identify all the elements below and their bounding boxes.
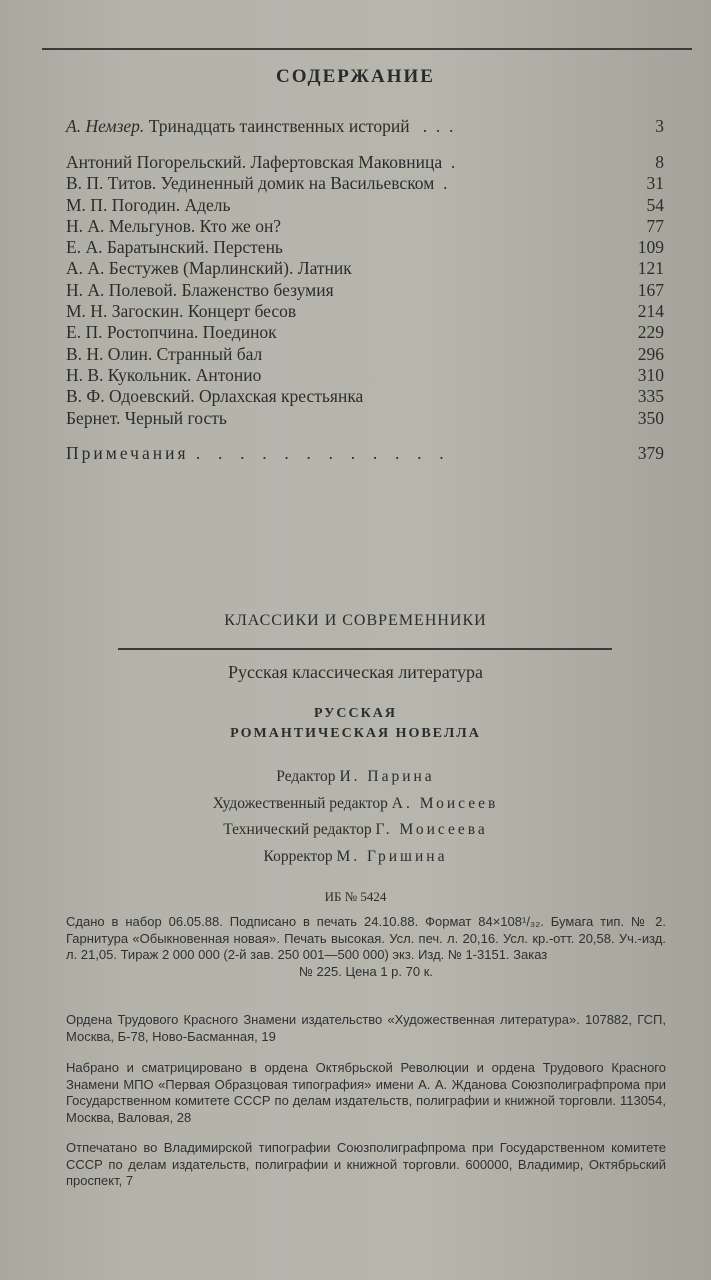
subseries-title: Русская классическая литература: [228, 662, 483, 682]
toc-entry: [66, 322, 666, 343]
toc-entry-page: 77: [646, 215, 664, 236]
toc-intro-author: А. Немзер.: [66, 116, 145, 136]
toc-entry-page: 214: [637, 301, 664, 322]
toc-entry: [66, 408, 666, 429]
toc-entry: [66, 195, 666, 216]
toc-entry-text: Антоний Погорельский. Лафертовская Маковница: [66, 152, 443, 172]
toc-entry: В. П. Титов. Уединенный домик на Васильевском . 31: [66, 173, 664, 194]
toc-entry-text: В. Н. Олин. Странный бал: [66, 343, 263, 364]
imprint-publisher-text: Ордена Трудового Красного Знамени издательство «Художественная литература». 107882, ГСП, Москва, Б-78, Ново-Басманная, 19: [66, 1012, 666, 1044]
toc-entry-text: Е. П. Ростопчина. Поединок: [66, 322, 277, 343]
book-title-line2: РОМАНТИЧЕСКАЯ НОВЕЛЛА: [230, 726, 481, 741]
toc-entry-page: 350: [637, 407, 664, 428]
toc-entry: [66, 344, 666, 365]
imprint-publisher: [66, 1012, 666, 1045]
toc-entry-text: Н. А. Мельгунов. Кто же он?: [66, 215, 282, 236]
credit-role: Художественный редактор: [212, 794, 388, 812]
book-title-line1: РУССКАЯ: [313, 706, 398, 721]
series-rule: [118, 648, 612, 650]
credit-name: А. Моисеев: [391, 794, 499, 812]
toc-entry-page: 8: [655, 152, 664, 172]
toc-entry: [66, 237, 666, 258]
credit-role: Технический редактор: [223, 821, 372, 838]
imprint-print-data: [66, 914, 666, 980]
imprint-typesetting-text: Набрано и сматрицировано в ордена Октябрьской Революции и ордена Трудового Красного Знамени МПО «Первая Образцовая типография» имени А. А. Жданова Союзполиграфпрома при Государственном комитете СССР по делам издательств, полиграфии и книжной торговли. 113054, Москва, Валовая, 28: [66, 1060, 666, 1125]
toc-entry: [66, 301, 666, 322]
toc-entry-page: 109: [637, 237, 664, 258]
book-title: [0, 704, 711, 744]
toc-entry-page: 229: [637, 322, 664, 343]
credit-name: И. Парина: [339, 768, 435, 785]
toc-entry-text: Е. А. Баратынский. Перстень: [66, 237, 283, 258]
credit-role: Редактор: [276, 768, 336, 785]
toc-entry: [66, 216, 666, 237]
contents-title: СОДЕРЖАНИЕ: [276, 66, 435, 87]
toc-entry-page: 296: [637, 343, 664, 364]
credit-role: Корректор: [263, 847, 333, 865]
imprint-print-text: Сдано в набор 06.05.88. Подписано в печать 24.10.88. Формат 84×108¹/₃₂. Бумага тип. № 2. Гарнитура «Обыкновенная новая». Печать высокая. Усл. печ. л. 20,16. Усл. кр.-отт. 20,58. Уч.-изд. л. 21,05. Тираж 2 000 000 (2-й зав. 250 001—500 000) экз. Изд. № 1-3151. Заказ: [66, 914, 666, 962]
toc-entry: [66, 365, 666, 386]
credit-line: [0, 844, 711, 871]
toc-intro-page: 3: [655, 116, 664, 136]
toc-entry-text: В. П. Титов. Уединенный домик на Васильевском: [66, 173, 435, 194]
toc-entry: [66, 386, 666, 407]
series-title: КЛАССИКИ И СОВРЕМЕННИКИ: [224, 612, 487, 629]
toc-entry: Антоний Погорельский. Лафертовская Маковница . 8: [66, 152, 664, 172]
toc-entry-text: Н. А. Полевой. Блаженство безумия: [66, 279, 334, 300]
ib-number: ИБ № 5424: [324, 889, 387, 904]
toc-notes-text: Примечания: [66, 442, 189, 463]
credit-line: [0, 791, 711, 818]
toc-entry: [66, 280, 666, 301]
toc-entry-text: Н. В. Кукольник. Антонио: [66, 364, 262, 385]
credit-name: М. Гришина: [336, 847, 448, 865]
imprint-order-price: № 225. Цена 1 р. 70 к.: [298, 963, 433, 979]
imprint-typesetting: [66, 1060, 666, 1126]
toc-entry-page: 121: [637, 258, 664, 279]
toc-entry-text: В. Ф. Одоевский. Орлахская крестьянка: [66, 386, 364, 407]
toc-entry-text: М. Н. Загоскин. Концерт бесов: [66, 301, 297, 322]
toc-entry-text: А. А. Бестужев (Марлинский). Латник: [66, 258, 352, 279]
imprint-printing-text: Отпечатано во Владимирской типографии Союзполиграфпрома при Государственном комитете СССР по делам издательств, полиграфии и книжной торговли. 600000, Владимир, Октябрьский проспект, 7: [66, 1140, 666, 1188]
toc-entry-page: 335: [637, 386, 664, 407]
toc-intro-title: Тринадцать таинственных историй: [148, 116, 410, 136]
toc-entry-page: 54: [646, 194, 664, 215]
toc-notes: Примечания . . . . . . . . . . . . 379: [66, 442, 664, 463]
toc-intro: А. Немзер. Тринадцать таинственных историй . . . 3: [66, 116, 664, 136]
credit-line: [0, 817, 711, 844]
top-rule: [42, 48, 692, 50]
toc-notes-page: 379: [637, 442, 664, 463]
credit-line: [0, 764, 711, 791]
credit-name: Г. Моисеева: [375, 821, 488, 838]
toc-entry-text: М. П. Погодин. Адель: [66, 194, 231, 215]
imprint-printing: [66, 1140, 666, 1190]
toc-entry-page: 31: [646, 173, 664, 194]
toc-entry-page: 310: [637, 364, 664, 385]
toc-entry-page: 167: [637, 279, 664, 300]
credits: [0, 764, 711, 870]
toc-entry: [66, 258, 666, 279]
toc-entry-text: Бернет. Черный гость: [66, 407, 227, 428]
table-of-contents: [66, 116, 666, 464]
